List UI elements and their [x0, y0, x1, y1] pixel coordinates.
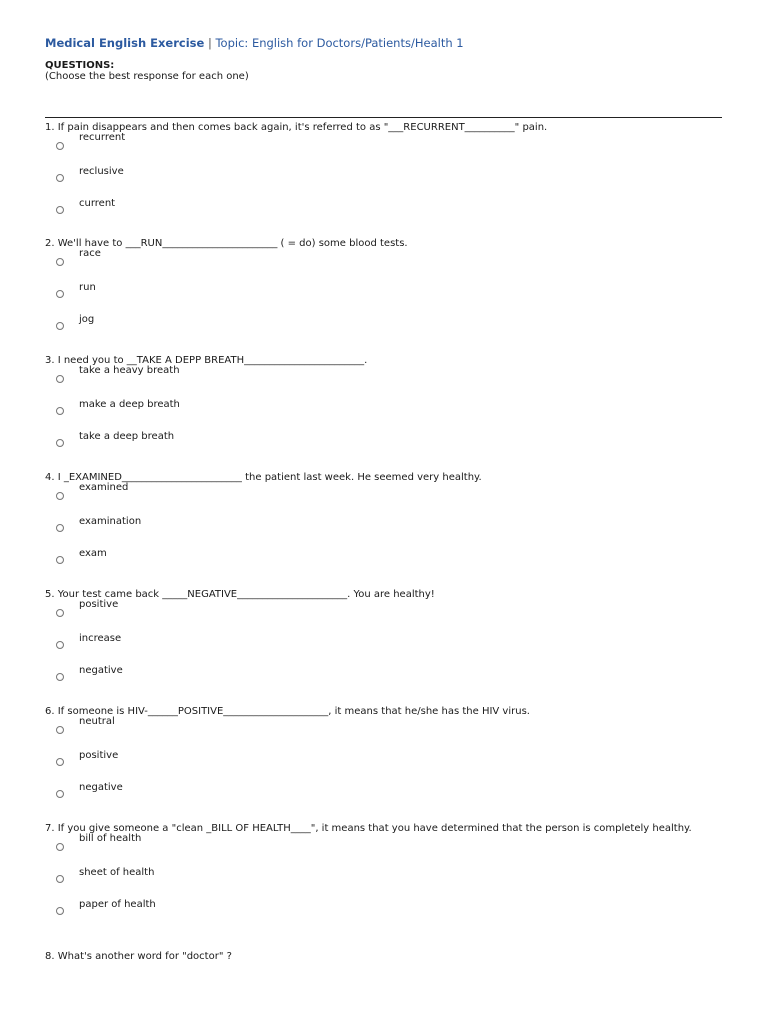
question-text: 4. I _EXAMINED________________________ the patient last week. He seemed very healthy.: [45, 472, 482, 483]
question-text: 5. Your test came back _____NEGATIVE______________________. You are healthy!: [45, 589, 435, 600]
question-7: [45, 823, 705, 931]
question-4: [45, 472, 705, 580]
radio-button[interactable]: [56, 673, 64, 681]
option-label: positive: [79, 750, 119, 761]
answer-option[interactable]: [45, 548, 705, 580]
radio-button[interactable]: [56, 322, 64, 330]
topic-label: Topic: English for Doctors/Patients/Health 1: [215, 36, 464, 50]
header-separator: |: [204, 36, 216, 50]
radio-button[interactable]: [56, 790, 64, 798]
radio-button[interactable]: [56, 206, 64, 214]
question-text: 3. I need you to __TAKE A DEPP BREATH________________________.: [45, 355, 368, 366]
option-label: make a deep breath: [79, 399, 180, 410]
answer-option[interactable]: [45, 134, 705, 166]
question-text: 7. If you give someone a "clean _BILL OF HEALTH____", it means that you have determined that the person is completely healthy.: [45, 823, 692, 834]
answer-option[interactable]: [45, 782, 705, 814]
answer-option[interactable]: [45, 399, 705, 431]
option-label: run: [79, 282, 96, 293]
page-header: [45, 36, 464, 50]
radio-button[interactable]: [56, 407, 64, 415]
option-label: race: [79, 248, 101, 259]
questions-heading: QUESTIONS:: [45, 60, 115, 71]
option-label: negative: [79, 782, 123, 793]
answer-option[interactable]: [45, 166, 705, 198]
answer-option[interactable]: [45, 431, 705, 463]
radio-button[interactable]: [56, 492, 64, 500]
question-1: [45, 122, 705, 230]
question-5: [45, 589, 705, 697]
question-text: 8. What's another word for "doctor" ?: [45, 951, 232, 962]
radio-button[interactable]: [56, 907, 64, 915]
radio-button[interactable]: [56, 843, 64, 851]
option-label: negative: [79, 665, 123, 676]
answer-option[interactable]: [45, 750, 705, 782]
answer-option[interactable]: [45, 835, 705, 867]
question-text: 1. If pain disappears and then comes back again, it's referred to as "___RECURRENT__________" pain.: [45, 122, 548, 133]
answer-option[interactable]: [45, 718, 705, 750]
radio-button[interactable]: [56, 174, 64, 182]
answer-option[interactable]: [45, 516, 705, 548]
option-label: exam: [79, 548, 107, 559]
radio-button[interactable]: [56, 641, 64, 649]
radio-button[interactable]: [56, 875, 64, 883]
question-2: [45, 238, 705, 346]
radio-button[interactable]: [56, 524, 64, 532]
answer-option[interactable]: [45, 250, 705, 282]
question-text: 2. We'll have to ___RUN_______________________ ( = do) some blood tests.: [45, 238, 408, 249]
option-label: reclusive: [79, 166, 124, 177]
answer-option[interactable]: [45, 899, 705, 931]
exercise-title: Medical English Exercise: [45, 36, 205, 50]
radio-button[interactable]: [56, 726, 64, 734]
option-label: current: [79, 198, 116, 209]
radio-button[interactable]: [56, 609, 64, 617]
option-label: examination: [79, 516, 142, 527]
option-label: take a heavy breath: [79, 365, 180, 376]
radio-button[interactable]: [56, 375, 64, 383]
answer-option[interactable]: [45, 867, 705, 899]
option-label: take a deep breath: [79, 431, 175, 442]
option-label: bill of health: [79, 833, 142, 844]
answer-option[interactable]: [45, 367, 705, 399]
radio-button[interactable]: [56, 290, 64, 298]
answer-option[interactable]: [45, 198, 705, 230]
option-label: jog: [79, 314, 95, 325]
option-label: examined: [79, 482, 129, 493]
radio-button[interactable]: [56, 258, 64, 266]
option-label: paper of health: [79, 899, 156, 910]
section-divider: [45, 117, 722, 118]
radio-button[interactable]: [56, 556, 64, 564]
question-6: [45, 706, 705, 814]
option-label: positive: [79, 599, 119, 610]
option-label: neutral: [79, 716, 115, 727]
answer-option[interactable]: [45, 665, 705, 697]
answer-option[interactable]: [45, 282, 705, 314]
option-label: sheet of health: [79, 867, 155, 878]
option-label: recurrent: [79, 132, 126, 143]
radio-button[interactable]: [56, 142, 64, 150]
answer-option[interactable]: [45, 484, 705, 516]
question-8: [45, 951, 705, 963]
option-label: increase: [79, 633, 122, 644]
answer-option[interactable]: [45, 633, 705, 665]
answer-option[interactable]: [45, 601, 705, 633]
radio-button[interactable]: [56, 439, 64, 447]
instructions-text: (Choose the best response for each one): [45, 71, 249, 82]
radio-button[interactable]: [56, 758, 64, 766]
question-text: 6. If someone is HIV-______POSITIVE_____________________, it means that he/she has the HIV virus.: [45, 706, 530, 717]
answer-option[interactable]: [45, 314, 705, 346]
question-3: [45, 355, 705, 463]
